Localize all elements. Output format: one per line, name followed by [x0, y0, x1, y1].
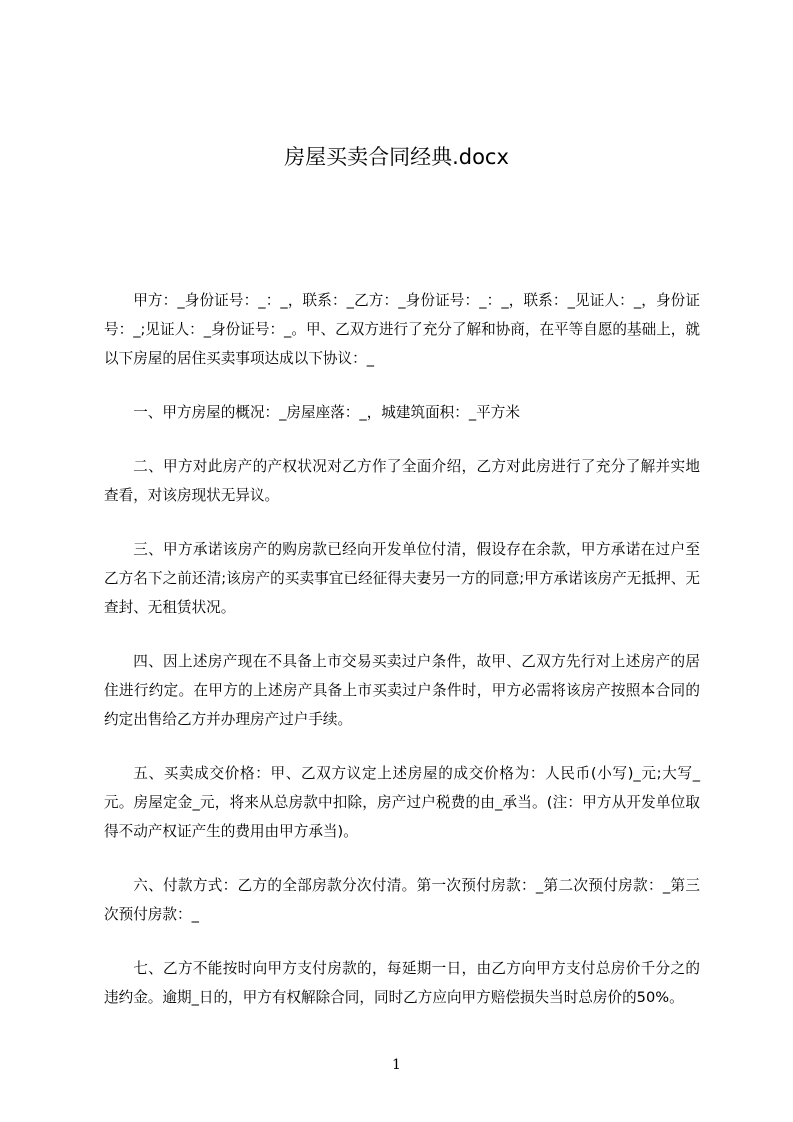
- paragraph-clause-5: 五、买卖成交价格：甲、乙双方议定上述房屋的成交价格为：人民币(小写)_元;大写_元。房屋定金_元，将来从总房款中扣除，房产过户税费的由_承当。(注：甲方从开发单位取得不动产权证产生的费用由甲方承当)。: [104, 765, 700, 840]
- document-title: 房屋买卖合同经典.docx: [284, 145, 509, 169]
- paragraph-clause-4: 四、因上述房产现在不具备上市交易买卖过户条件，故甲、乙双方先行对上述房产的居住进行约定。在甲方的上述房产具备上市买卖过户条件时，甲方必需将该房产按照本合同的约定出售给乙方并办理房产过户手续。: [104, 653, 700, 728]
- page-number: 1: [392, 1057, 401, 1073]
- paragraph-clause-7: 七、乙方不能按时向甲方支付房款的，每延期一日，由乙方向甲方支付总房价千分之的违约金。逾期_日的，甲方有权解除合同，同时乙方应向甲方赔偿损失当时总房价的50%。: [104, 960, 700, 1006]
- paragraph-clause-6: 六、付款方式：乙方的全部房款分次付清。第一次预付房款：_第二次预付房款：_第三次预付房款：_: [104, 877, 700, 923]
- paragraph-clause-2: 二、甲方对此房产的产权状况对乙方作了全面介绍，乙方对此房进行了充分了解并实地查看，对该房现状无异议。: [104, 458, 700, 504]
- paragraph-preamble: 甲方：_身份证号：_：_，联系：_乙方：_身份证号：_：_，联系：_见证人：_，身份证号：_;见证人：_身份证号：_。甲、乙双方进行了充分了解和协商，在平等自愿的基础上，就以下房屋的居住买卖事项达成以下协议：_: [104, 292, 700, 367]
- document-body: [104, 286, 700, 1037]
- paragraph-clause-1: 一、甲方房屋的概况：_房屋座落：_，城建筑面积：_平方米: [133, 404, 520, 421]
- paragraph-clause-3: 三、甲方承诺该房产的购房款已经向开发单位付清，假设存在余款，甲方承诺在过户至乙方名下之前还清;该房产的买卖事宜已经征得夫妻另一方的同意;甲方承诺该房产无抵押、无查封、无租赁状况。: [104, 541, 700, 616]
